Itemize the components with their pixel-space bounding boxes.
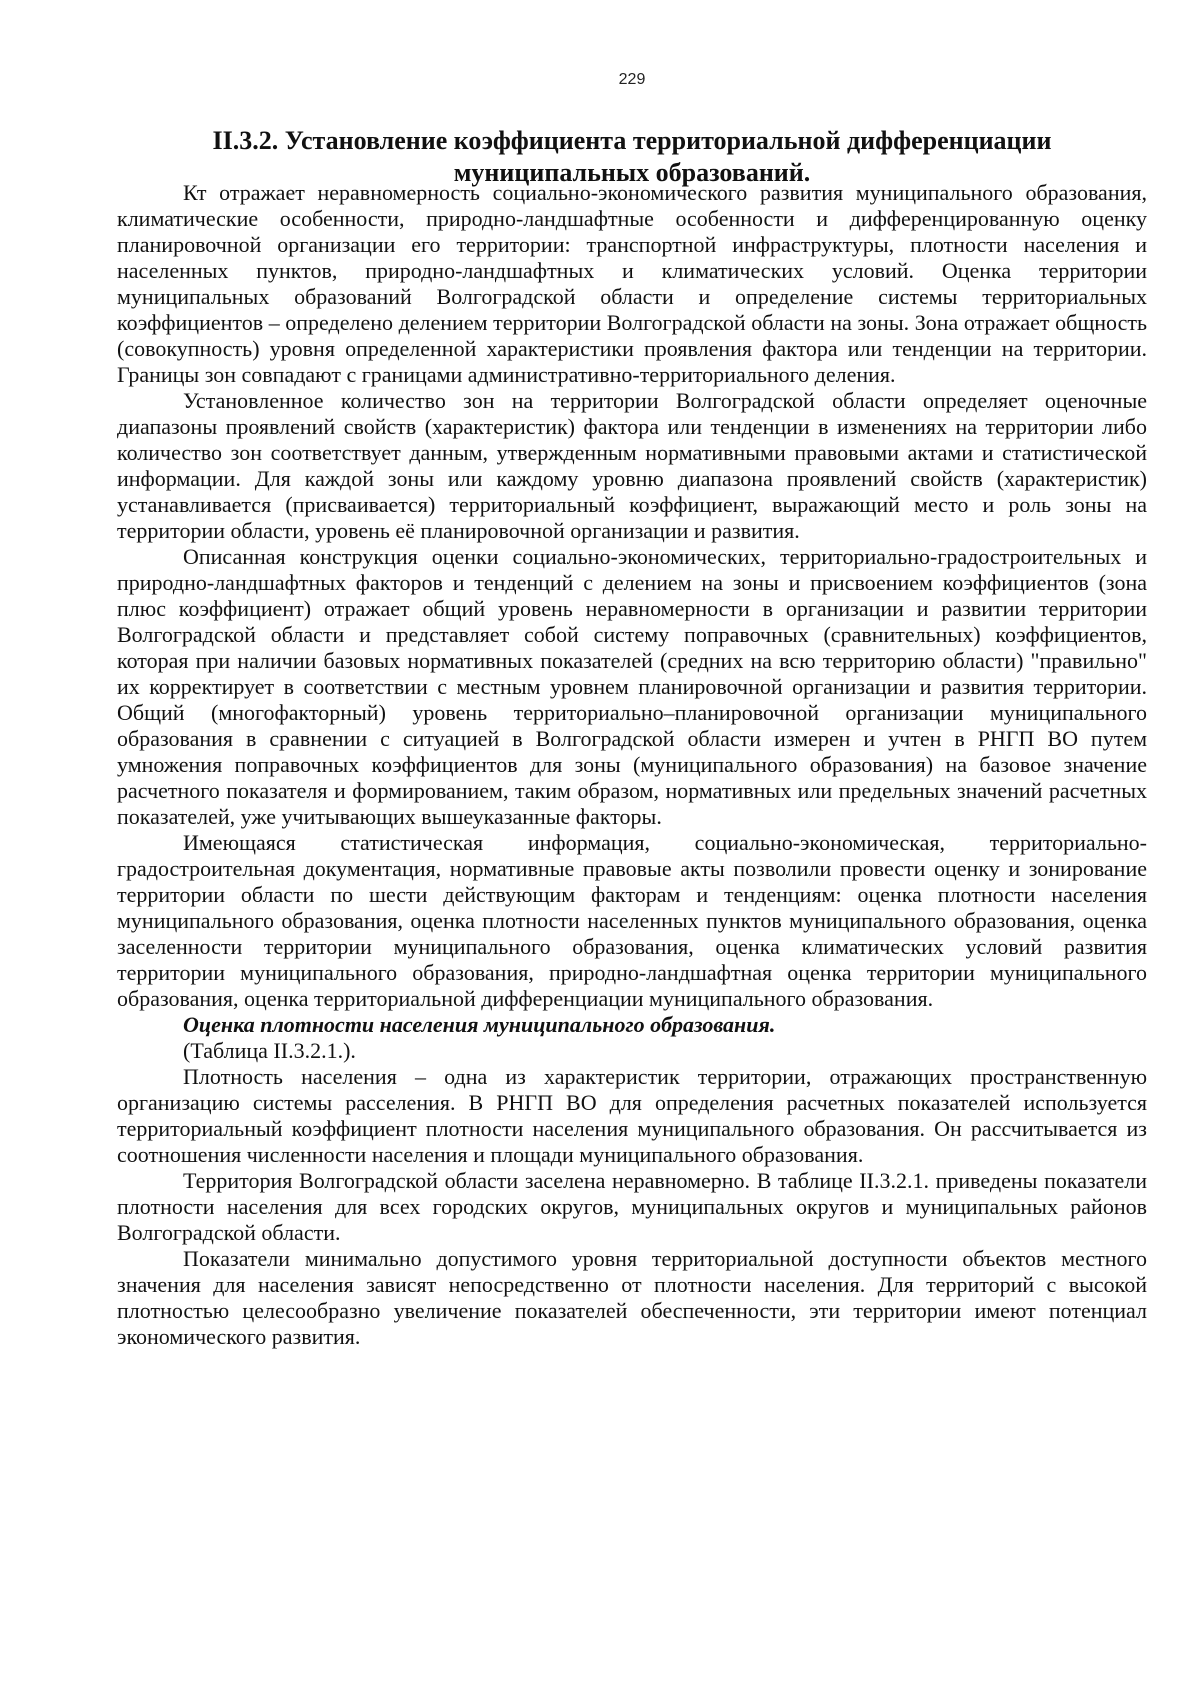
section-title-line-1: II.3.2. Установление коэффициента территориальной дифференциации <box>212 126 1052 155</box>
table-reference: (Таблица II.3.2.1.). <box>183 1038 356 1063</box>
subheading-population-density: Оценка плотности населения муниципального образования. <box>183 1012 776 1037</box>
section-title-line-2: муниципальных образований. <box>453 158 811 187</box>
paragraph-6: Территория Волгоградской области заселена неравномерно. В таблице II.3.2.1. приведены показатели плотности населения для всех городских округов, муниципальных округов и муниципальных районов Волгоградской области. <box>117 1168 1147 1245</box>
paragraph-3: Описанная конструкция оценки социально-экономических, территориально-градостроительных и природно-ландшафтных факторов и тенденций с делением на зоны и присвоением коэффициентов (зона плюс коэффициент) отражает общий уровень неравномерности в организации и развитии территории Волгоградской области и представляет собой систему поправочных (сравнительных) коэффициентов, которая при наличии базовых нормативных показателей (средних на всю территорию области) "правильно" их корректирует в соответствии с местным уровнем планировочной организации и развития территории. Общий (многофакторный) уровень территориально–планировочной организации муниципального образования в сравнении с ситуацией в Волгоградской области измерен и учтен в РНГП ВО путем умножения поправочных коэффициентов для зоны (муниципального образования) на базовое значение расчетного показателя и формированием, таким образом, нормативных или предельных значений расчетных показателей, уже учитывающих вышеуказанные факторы. <box>117 544 1147 829</box>
body-text <box>117 180 1147 1350</box>
paragraph-4: Имеющаяся статистическая информация, социально-экономическая, территориально-градостроительная документация, нормативные правовые акты позволили провести оценку и зонирование территории области по шести действующим факторам и тенденциям: оценка плотности населения муниципального образования, оценка плотности населенных пунктов муниципального образования, оценка заселенности территории муниципального образования, оценка климатических условий развития территории муниципального образования, природно-ландшафтная оценка территории муниципального образования, оценка территориальной дифференциации муниципального образования. <box>117 830 1147 1011</box>
paragraph-7: Показатели минимально допустимого уровня территориальной доступности объектов местного значения для населения зависят непосредственно от плотности населения. Для территорий с высокой плотностью целесообразно увеличение показателей обеспеченности, эти территории имеют потенциал экономического развития. <box>117 1246 1147 1349</box>
page-number: 229 <box>618 71 646 88</box>
paragraph-5: Плотность населения – одна из характеристик территории, отражающих пространственную организацию системы расселения. В РНГП ВО для определения расчетных показателей используется территориальный коэффициент плотности населения муниципального образования. Он рассчитывается из соотношения численности населения и площади муниципального образования. <box>117 1064 1147 1167</box>
paragraph-1: Кт отражает неравномерность социально-экономического развития муниципального образования, климатические особенности, природно-ландшафтные особенности и дифференцированную оценку планировочной организации его территории: транспортной инфраструктуры, плотности населения и населенных пунктов, природно-ландшафтных и климатических условий. Оценка территории муниципальных образований Волгоградской области и определение системы территориальных коэффициентов – определено делением территории Волгоградской области на зоны. Зона отражает общность (совокупность) уровня определенной характеристики проявления фактора или тенденции на территории. Границы зон совпадают с границами административно-территориального деления. <box>117 180 1147 387</box>
paragraph-2: Установленное количество зон на территории Волгоградской области определяет оценочные диапазоны проявлений свойств (характеристик) фактора или тенденции в изменениях на территории либо количество зон соответствует данным, утвержденным нормативными правовыми актами и статистической информации. Для каждой зоны или каждому уровню диапазона проявлений свойств (характеристик) устанавливается (присваивается) территориальный коэффициент, выражающий место и роль зоны на территории области, уровень её планировочной организации и развития. <box>117 388 1147 543</box>
